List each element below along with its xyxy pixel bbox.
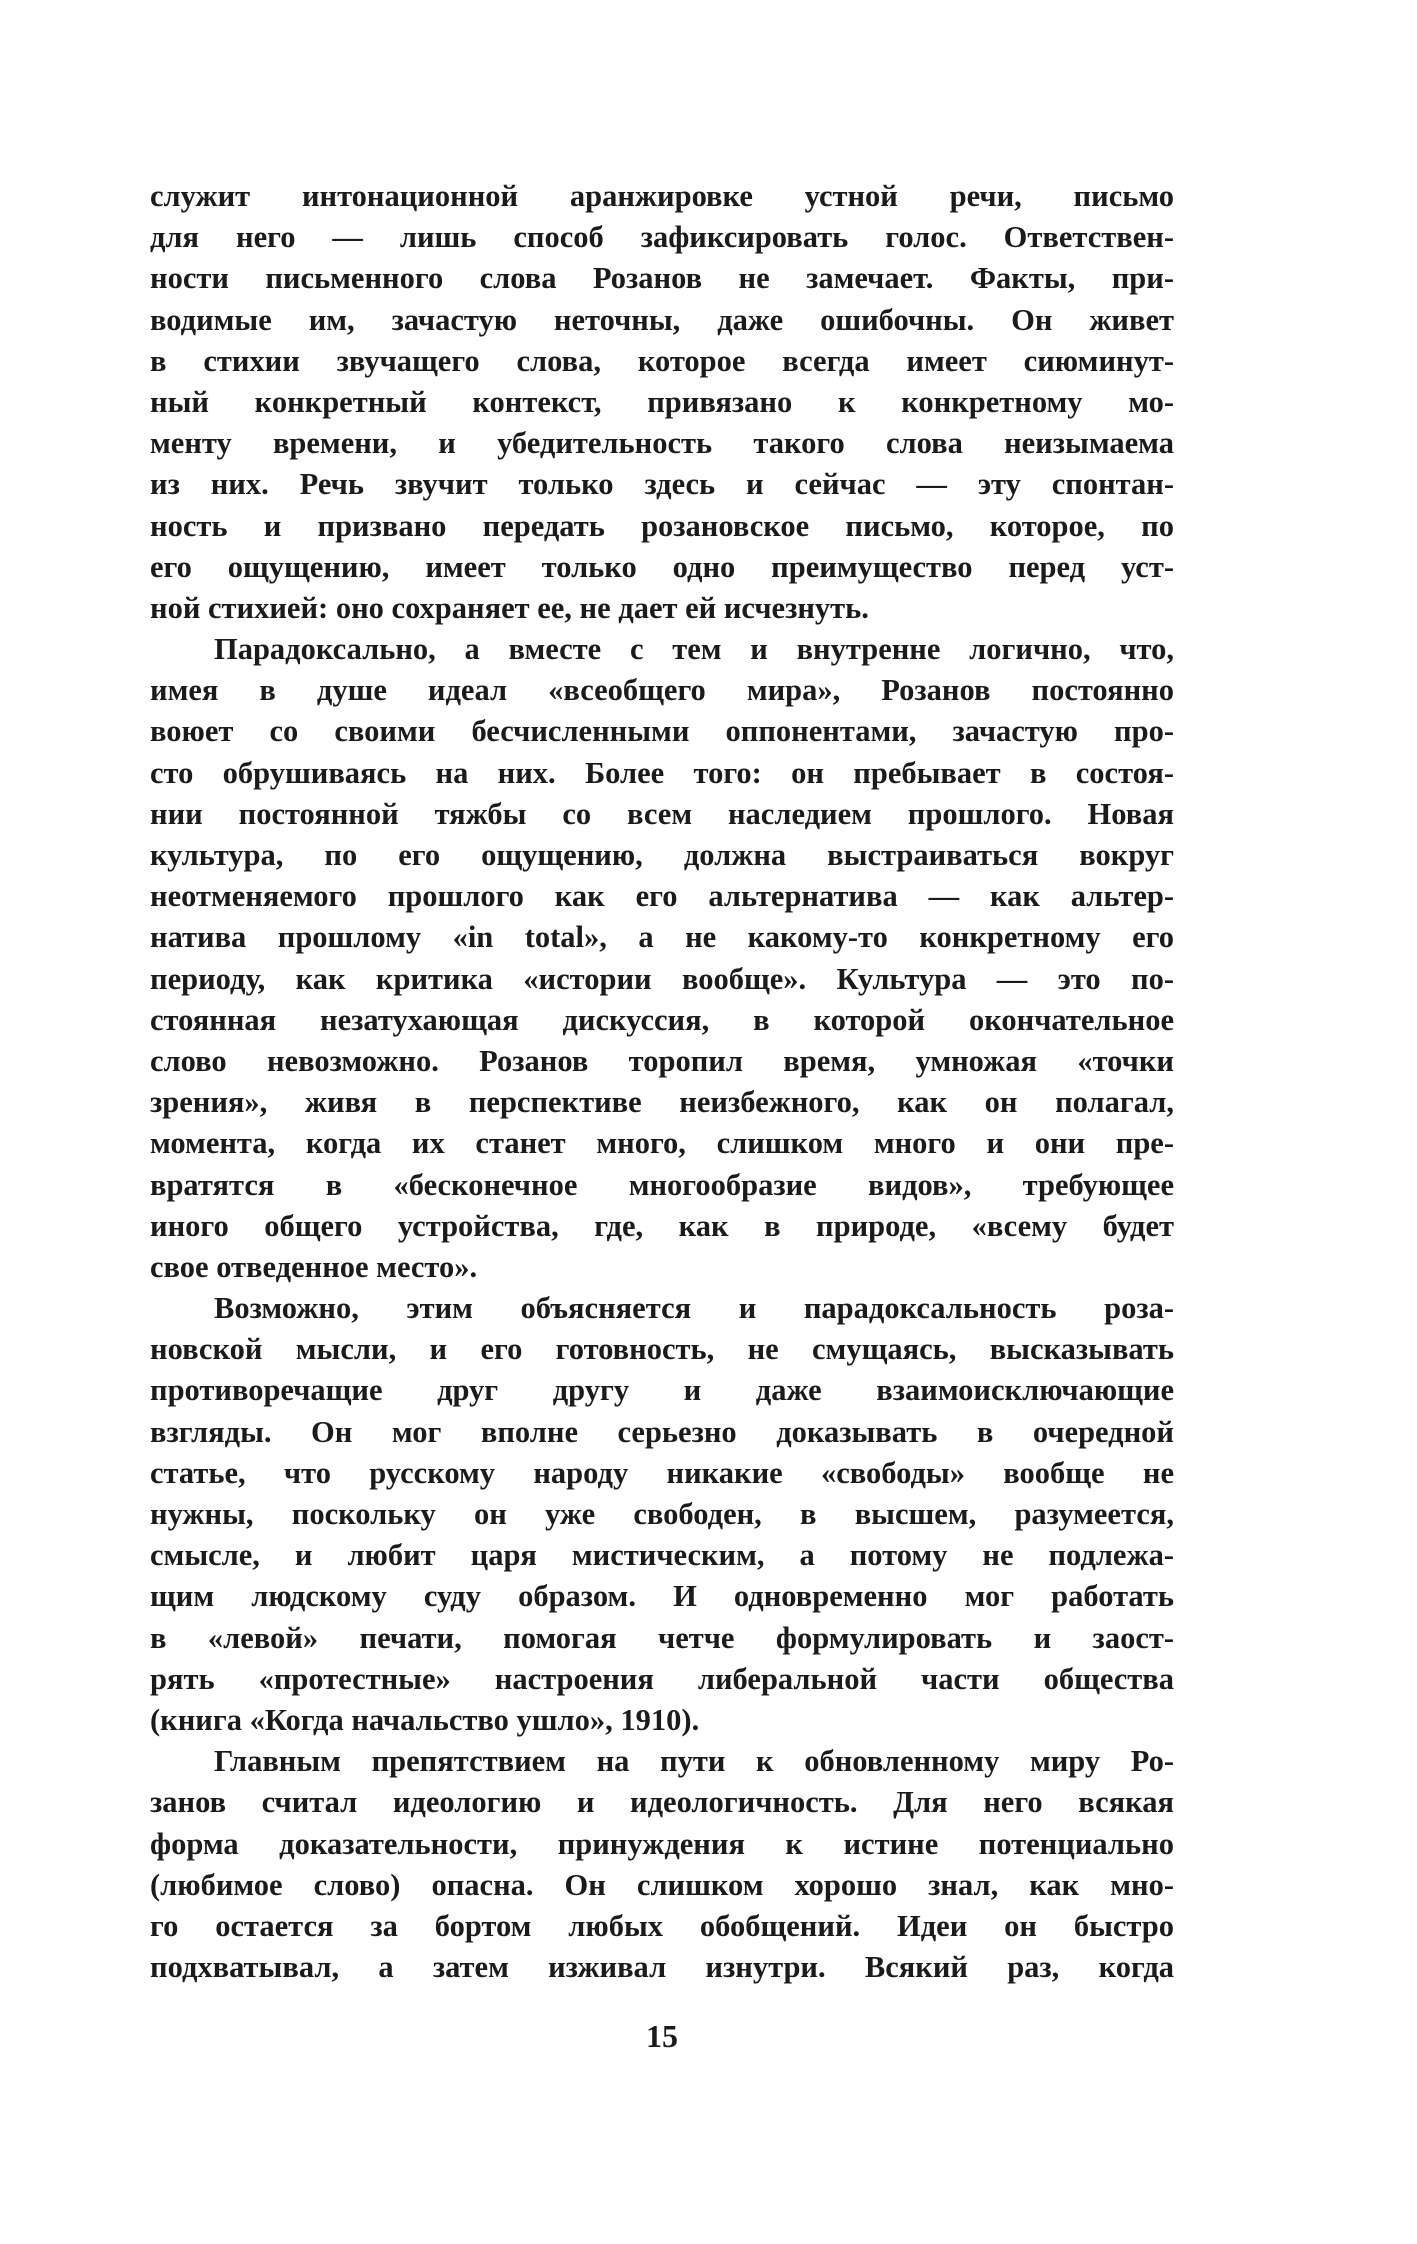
text-line: слово невозможно. Розанов торопил время, умножая «точки [150,1043,1174,1078]
paragraph [150,629,1174,1288]
text-line: иного общего устройства, где, как в природе, «всему будет [150,1208,1174,1243]
text-line: имея в душе идеал «всеобщего мира», Розанов постоянно [150,673,1174,708]
text-line: водимые им, зачастую неточны, даже ошибочны. Он живет [150,302,1174,337]
text-line: служит интонационной аранжировке устной речи, письмо [150,179,1174,213]
paragraph [150,1741,1174,1988]
body-text [150,176,1174,1988]
text-line: зрения», живя в перспективе неизбежного, как он полагал, [150,1085,1174,1120]
paragraph [150,176,1174,629]
text-line: (любимое слово) опасна. Он слишком хорошо знал, как мно- [150,1867,1174,1902]
text-line: его ощущению, имеет только одно преимущество перед уст- [150,549,1174,584]
text-line: нужны, поскольку он уже свободен, в высшем, разумеется, [150,1497,1174,1531]
text-line: Возможно, этим объясняется и парадоксальность роза- [214,1291,1174,1326]
text-line: момента, когда их станет много, слишком много и они пре- [150,1126,1174,1161]
text-line: сто обрушиваясь на них. Более того: он пребывает в состоя- [150,755,1174,790]
text-line: форма доказательности, принуждения к истине потенциально [150,1826,1174,1861]
text-line: периоду, как критика «истории вообще». Культура — это по- [150,961,1174,996]
text-line: (книга «Когда начальство ушло», 1910). [150,1702,700,1737]
text-line: свое отведенное место». [150,1249,478,1284]
text-line: ность и призвано передать розановское письмо, которое, по [150,508,1174,543]
text-line: культура, по его ощущению, должна выстраиваться вокруг [150,838,1174,872]
text-line: щим людскому суду образом. И одновременно мог работать [150,1579,1174,1614]
text-line: статье, что русскому народу никакие «свободы» вообще не [150,1455,1174,1490]
text-line: неотменяемого прошлого как его альтернатива — как альтер- [150,879,1174,914]
text-line: новской мысли, и его готовность, не смущаясь, высказывать [150,1332,1174,1367]
text-line: нии постоянной тяжбы со всем наследием прошлого. Новая [150,796,1174,831]
text-line: стоянная незатухающая дискуссия, в которой окончательное [150,1002,1174,1037]
text-line: воюет со своими бесчисленными оппонентами, зачастую про- [150,714,1174,749]
text-line: смысле, и любит царя мистическим, а потому не подлежа- [150,1538,1174,1573]
text-line: подхватывал, а затем изживал изнутри. Всякий раз, когда [150,1950,1174,1985]
text-line: рять «протестные» настроения либеральной части общества [150,1661,1174,1696]
text-line: ной стихией: оно сохраняет ее, не дает ей исчезнуть. [150,590,869,625]
page-number: 15 [646,2018,678,2054]
paragraph [150,1288,1174,1741]
text-line: для него — лишь способ зафиксировать голос. Ответствен- [150,220,1174,255]
text-line: ности письменного слова Розанов не замечает. Факты, при- [150,261,1174,296]
text-line: вратятся в «бесконечное многообразие видов», требующее [150,1167,1174,1202]
text-line: взгляды. Он мог вполне серьезно доказывать в очередной [150,1414,1174,1449]
text-line: в «левой» печати, помогая четче формулировать и заост- [150,1620,1174,1655]
text-line: из них. Речь звучит только здесь и сейчас — эту спонтан- [150,467,1174,502]
text-line: натива прошлому «in total», а не какому-то конкретному его [150,920,1174,955]
text-line: менту времени, и убедительность такого слова неизымаема [150,426,1174,461]
text-line: противоречащие друг другу и даже взаимоисключающие [150,1373,1174,1408]
text-line: в стихии звучащего слова, которое всегда имеет сиюминут- [150,343,1174,378]
text-line: занов считал идеологию и идеологичность. Для него всякая [150,1785,1174,1820]
text-line: Парадоксально, а вместе с тем и внутренне логично, что, [214,632,1174,667]
text-line: Главным препятствием на пути к обновленному миру Ро- [214,1744,1174,1779]
text-line: ный конкретный контекст, привязано к конкретному мо- [150,384,1174,419]
text-line: го остается за бортом любых обобщений. Идеи он быстро [150,1908,1174,1943]
